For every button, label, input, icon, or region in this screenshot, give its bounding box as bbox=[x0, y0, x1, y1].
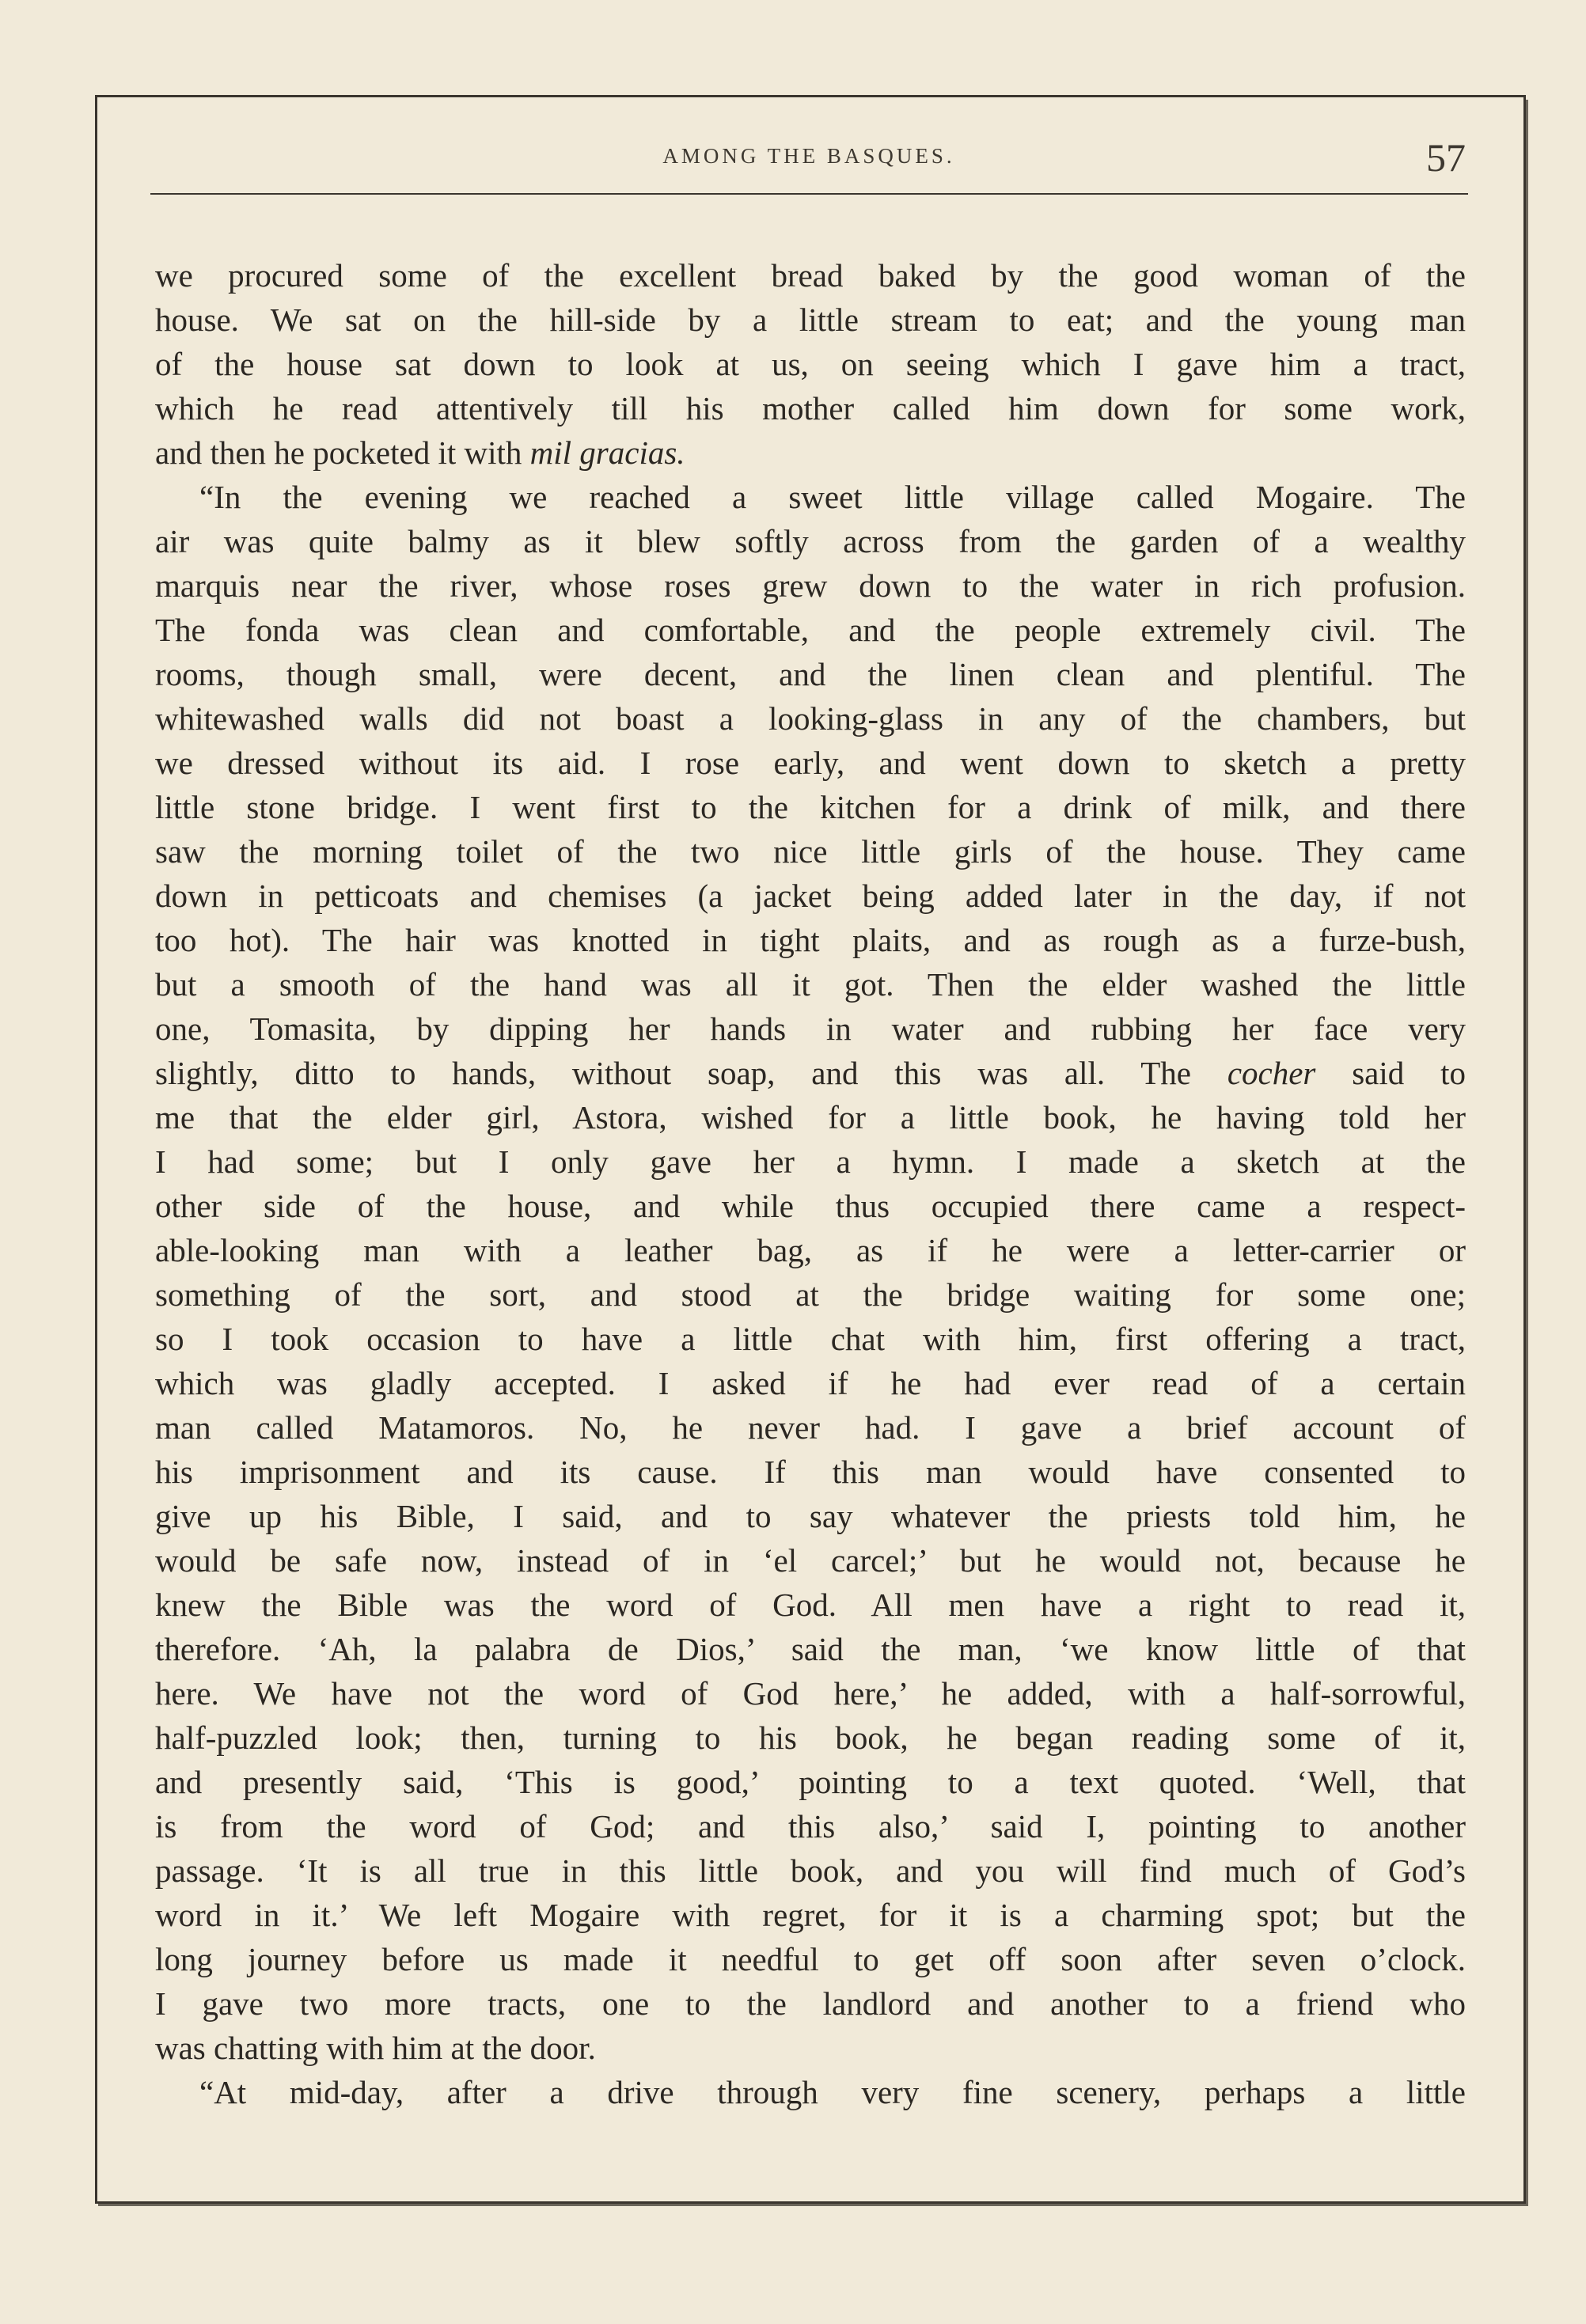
text-line: therefore. ‘Ah, la palabra de Dios,’ said the man, ‘we know little of that bbox=[155, 1631, 1466, 1667]
running-head-title: AMONG THE BASQUES. bbox=[662, 144, 955, 168]
text-line: air was quite balmy as it blew softly across from the garden of a wealthy bbox=[155, 523, 1466, 559]
body-text bbox=[155, 253, 1466, 2114]
text-line: but a smooth of the hand was all it got. Then the elder washed the little bbox=[155, 966, 1466, 1003]
text-line: we procured some of the excellent bread baked by the good woman of the bbox=[155, 257, 1466, 294]
text-line: long journey before us made it needful to get off soon after seven o’clock. bbox=[155, 1941, 1466, 1977]
running-head bbox=[152, 135, 1466, 198]
text-line: marquis near the river, whose roses grew down to the water in rich profusion. bbox=[155, 567, 1466, 604]
text-line: little stone bridge. I went first to the kitchen for a drink of milk, and there bbox=[155, 789, 1466, 825]
text-line: passage. ‘It is all true in this little book, and you will find much of God’s bbox=[155, 1852, 1466, 1889]
text-line bbox=[155, 430, 1466, 475]
text-line: me that the elder girl, Astora, wished for a little book, he having told her bbox=[155, 1099, 1466, 1135]
text-line: so I took occasion to have a little chat with him, first offering a tract, bbox=[155, 1321, 1466, 1357]
text-line: “At mid-day, after a drive through very fine scenery, perhaps a little bbox=[199, 2074, 1466, 2110]
text-line: other side of the house, and while thus occupied there came a respect- bbox=[155, 1188, 1466, 1224]
text-line: here. We have not the word of God here,’ he added, with a half-sorrowful, bbox=[155, 1675, 1466, 1712]
text-line: I had some; but I only gave her a hymn. I made a sketch at the bbox=[155, 1143, 1466, 1180]
text-line: house. We sat on the hill-side by a little stream to eat; and the young man bbox=[155, 301, 1466, 338]
text-line: one, Tomasita, by dipping her hands in water and rubbing her face very bbox=[155, 1010, 1466, 1047]
text-line: is from the word of God; and this also,’ said I, pointing to another bbox=[155, 1808, 1466, 1844]
text-line: and presently said, ‘This is good,’ pointing to a text quoted. ‘Well, that bbox=[155, 1764, 1466, 1800]
text-line: was chatting with him at the door. bbox=[155, 2030, 596, 2066]
text-line: The fonda was clean and comfortable, and the people extremely civil. The bbox=[155, 612, 1466, 648]
text-line: of the house sat down to look at us, on seeing which I gave him a tract, bbox=[155, 346, 1466, 382]
text-line: which was gladly accepted. I asked if he had ever read of a certain bbox=[155, 1365, 1466, 1401]
text-line: down in petticoats and chemises (a jacket being added later in the day, if not bbox=[155, 878, 1466, 914]
text-line: too hot). The hair was knotted in tight plaits, and as rough as a furze-bush, bbox=[155, 922, 1466, 958]
text-line: something of the sort, and stood at the bridge waiting for some one; bbox=[155, 1276, 1466, 1313]
text-line: rooms, though small, were decent, and the linen clean and plentiful. The bbox=[155, 656, 1466, 692]
text-line: knew the Bible was the word of God. All men have a right to read it, bbox=[155, 1587, 1466, 1623]
text-line: saw the morning toilet of the two nice little girls of the house. They came bbox=[155, 833, 1466, 870]
page-border-shadow-right bbox=[1526, 100, 1528, 2206]
text-line: able-looking man with a leather bag, as if he were a letter-carrier or bbox=[155, 1232, 1466, 1268]
text-line: half-puzzled look; then, turning to his book, he began reading some of it, bbox=[155, 1719, 1466, 1756]
text-line: word in it.’ We left Mogaire with regret, for it is a charming spot; but the bbox=[155, 1897, 1466, 1933]
text-line: whitewashed walls did not boast a looking-glass in any of the chambers, but bbox=[155, 700, 1466, 737]
text-line: give up his Bible, I said, and to say whatever the priests told him, he bbox=[155, 1498, 1466, 1534]
text-line: his imprisonment and its cause. If this man would have consented to bbox=[155, 1454, 1466, 1490]
page-border-shadow-bottom bbox=[98, 2204, 1528, 2206]
header-rule bbox=[150, 193, 1468, 195]
text-line: we dressed without its aid. I rose early, and went down to sketch a pretty bbox=[155, 745, 1466, 781]
text-line: I gave two more tracts, one to the landlord and another to a friend who bbox=[155, 1985, 1466, 2022]
text-line: would be safe now, instead of in ‘el carcel;’ but he would not, because he bbox=[155, 1542, 1466, 1579]
page-number: 57 bbox=[1426, 135, 1466, 180]
text-span: said to bbox=[1315, 1055, 1466, 1091]
italic-phrase: mil gracias. bbox=[529, 434, 685, 471]
text-line bbox=[155, 1051, 1466, 1095]
text-line: “In the evening we reached a sweet little village called Mogaire. The bbox=[199, 479, 1466, 515]
text-span: and then he pocketed it with bbox=[155, 434, 530, 471]
text-line: which he read attentively till his mother called him down for some work, bbox=[155, 390, 1466, 427]
text-span: slightly, ditto to hands, without soap, and this was all. The bbox=[155, 1055, 1227, 1091]
text-line: man called Matamoros. No, he never had. I gave a brief account of bbox=[155, 1409, 1466, 1446]
italic-word: cocher bbox=[1227, 1055, 1316, 1091]
